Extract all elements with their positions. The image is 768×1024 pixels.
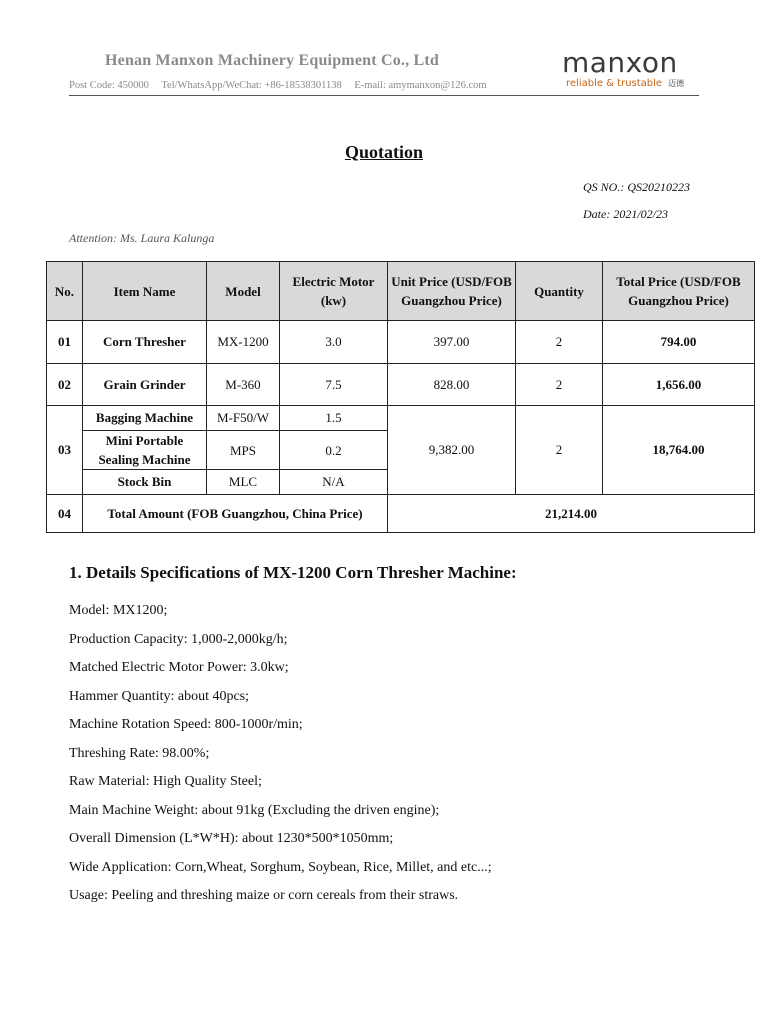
cell-quantity: 2 (516, 321, 603, 364)
cell-motor: 1.5 (280, 406, 388, 431)
email: E-mail: amymanxon@126.com (354, 80, 487, 91)
logo-cn-text: 迈德 (668, 79, 685, 88)
cell-item: Mini Portable Sealing Machine (83, 431, 207, 470)
list-item: Usage: Peeling and threshing maize or corn cereals from their straws. (69, 888, 459, 903)
cell-item: Stock Bin (83, 470, 207, 495)
table-row (47, 406, 755, 431)
table-row (47, 321, 755, 364)
cell-no: 03 (47, 406, 83, 495)
header-unit-price: Unit Price (USD/FOB Guangzhou Price) (388, 262, 516, 321)
specs-heading: 1. Details Specifications of MX-1200 Corn Thresher Machine: (69, 563, 517, 582)
list-item: Raw Material: High Quality Steel; (69, 774, 262, 789)
list-item: Matched Electric Motor Power: 3.0kw; (69, 660, 289, 675)
quotation-table (46, 261, 755, 533)
company-logo (562, 48, 702, 96)
cell-item: Grain Grinder (83, 364, 207, 406)
list-item: Production Capacity: 1,000-2,000kg/h; (69, 631, 288, 647)
list-item: Hammer Quantity: about 40pcs; (69, 688, 250, 704)
cell-quantity: 2 (516, 406, 603, 495)
post-code: Post Code: 450000 (69, 80, 149, 91)
contact-line (69, 80, 497, 91)
cell-motor: 3.0 (280, 321, 388, 364)
cell-unit-price: 397.00 (388, 321, 516, 364)
attention-line: Attention: Ms. Laura Kalunga (69, 231, 215, 245)
cell-total: 1,656.00 (603, 364, 755, 406)
cell-motor: 7.5 (280, 364, 388, 406)
table-header-row (47, 262, 755, 321)
header-total-price: Total Price (USD/FOB Guangzhou Price) (603, 262, 755, 321)
cell-unit-price: 9,382.00 (388, 406, 516, 495)
total-label: Total Amount (FOB Guangzhou, China Price) (83, 495, 388, 533)
cell-unit-price: 828.00 (388, 364, 516, 406)
qs-number: QS NO.: QS20210223 (583, 180, 690, 194)
cell-item: Bagging Machine (83, 406, 207, 431)
company-name: Henan Manxon Machinery Equipment Co., Ltd (105, 52, 440, 69)
logo-tagline-text: reliable & trustable (566, 78, 663, 89)
cell-item: Corn Thresher (83, 321, 207, 364)
header-model: Model (207, 262, 280, 321)
cell-quantity: 2 (516, 364, 603, 406)
list-item: Overall Dimension (L*W*H): about 1230*500*1050mm; (69, 831, 394, 846)
table-row (47, 364, 755, 406)
cell-model: M-360 (207, 364, 280, 406)
header-item-name: Item Name (83, 262, 207, 321)
letterhead (0, 0, 768, 100)
cell-total: 18,764.00 (603, 406, 755, 495)
list-item: Wide Application: Corn,Wheat, Sorghum, Soybean, Rice, Millet, and etc...; (69, 859, 492, 875)
cell-model: MLC (207, 470, 280, 495)
phone: Tel/WhatsApp/WeChat: +86-18538301138 (161, 80, 342, 91)
total-amount: 21,214.00 (388, 495, 755, 533)
header-no: No. (47, 262, 83, 321)
cell-model: MPS (207, 431, 280, 470)
cell-total: 794.00 (603, 321, 755, 364)
cell-motor: 0.2 (280, 431, 388, 470)
specs-list (69, 597, 492, 911)
cell-no: 04 (47, 495, 83, 533)
total-row (47, 495, 755, 533)
header-quantity: Quantity (516, 262, 603, 321)
list-item: Threshing Rate: 98.00%; (69, 745, 210, 761)
document-title: Quotation (344, 142, 423, 162)
cell-motor: N/A (280, 470, 388, 495)
quote-date: Date: 2021/02/23 (583, 207, 668, 221)
cell-no: 02 (47, 364, 83, 406)
list-item: Model: MX1200; (69, 603, 168, 618)
logo-wordmark: manxon (562, 46, 678, 79)
cell-model: M-F50/W (207, 406, 280, 431)
header-motor: Electric Motor (kw) (280, 262, 388, 321)
list-item: Machine Rotation Speed: 800-1000r/min; (69, 717, 303, 732)
cell-model: MX-1200 (207, 321, 280, 364)
cell-no: 01 (47, 321, 83, 364)
list-item: Main Machine Weight: about 91kg (Excluding the driven engine); (69, 802, 440, 818)
logo-tagline (566, 78, 702, 90)
